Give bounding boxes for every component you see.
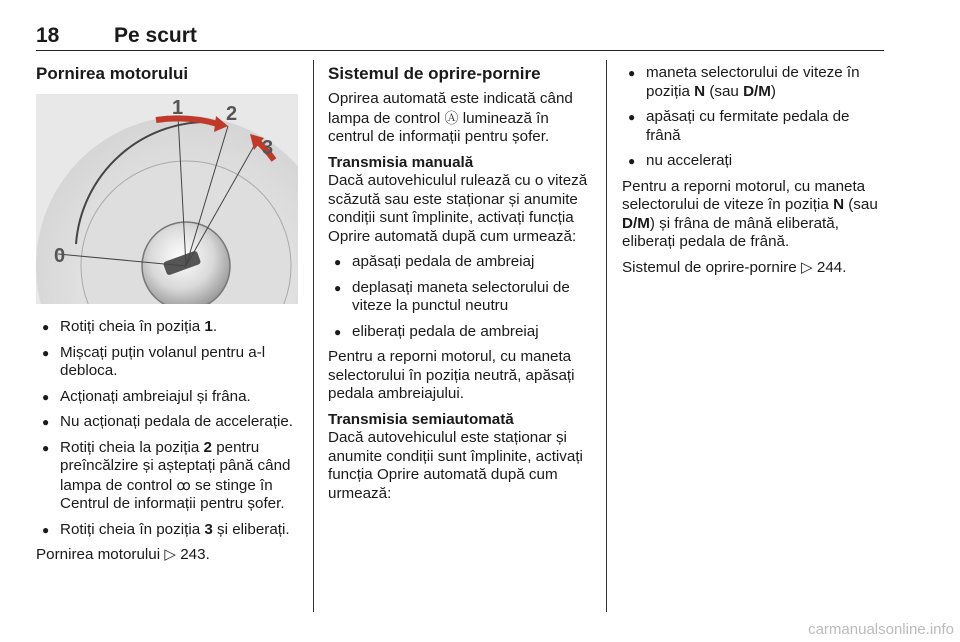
reference-engine-start[interactable]: Pornirea motorului ▷ 243. [36, 546, 210, 563]
bullet-icon: ● [42, 440, 50, 455]
figure-label-3: 3 [262, 137, 274, 159]
bullet-icon: ● [628, 110, 636, 124]
list-item: ● Rotiți cheia în poziția 1. [42, 318, 218, 335]
semi-restart-text: Pentru a reporni motorul, cu maneta selectorului de viteze în poziția N (sau D/M) și frâna de mână eliberată, eliberați pedala de frână. [622, 177, 878, 250]
bullet-icon: ● [42, 320, 50, 334]
bullet-icon: ● [628, 154, 636, 168]
semi-text: Dacă autovehiculul este staționar și anumite condiții sunt împlinite, activați funcția Oprire automată după cum urmează: [328, 429, 583, 502]
heading-manual-transmission: Transmisia manuală [328, 153, 474, 171]
bullet-icon: ● [334, 280, 342, 295]
column-1 [36, 60, 298, 572]
list-item: ● deplasați maneta selectorului de viteze la punctul neutru [334, 278, 570, 314]
list-item: ● Mișcați puțin volanul pentru a-l debloca. [42, 343, 266, 379]
engine-start-steps [36, 318, 298, 539]
manual-steps [328, 253, 590, 341]
heading-semiautomatic-transmission: Transmisia semiautomată [328, 410, 514, 428]
figure-label-0: 0 [54, 245, 66, 267]
bullet-icon: ● [42, 345, 50, 360]
list-item: ● apăsați pedala de ambreiaj [334, 253, 535, 270]
reference-stop-start[interactable]: Sistemul de oprire-pornire ▷ 244. [622, 258, 847, 276]
heading-engine-start: Pornirea motorului [36, 64, 189, 83]
list-item: ● Acționați ambreiajul și frâna. [42, 387, 251, 405]
list-item: ● Nu acționați pedala de accelerație. [42, 413, 294, 430]
column-3 [622, 60, 886, 284]
auto-stop-icon: Ⓐ [444, 109, 459, 126]
semi-steps [622, 64, 886, 171]
page-number: 18 [36, 24, 60, 47]
figure-label-1: 1 [172, 97, 184, 119]
manual-restart-text: Pentru a reporni motorul, cu maneta selectorului în poziția neutră, apăsați pedala ambreiajului. [328, 348, 575, 402]
page-header [36, 24, 884, 51]
list-item: ● nu accelerați [628, 152, 733, 169]
ref-arrow-icon: ▷ [800, 258, 813, 276]
column-divider [606, 60, 607, 612]
glow-plug-icon: ꝏ [176, 476, 191, 493]
section-title: Pe scurt [114, 24, 197, 47]
bullet-icon: ● [334, 255, 342, 269]
bullet-icon: ● [628, 66, 636, 80]
column-divider [313, 60, 314, 612]
list-item: ● eliberați pedala de ambreiaj [334, 322, 539, 340]
bullet-icon: ● [42, 389, 50, 404]
ref-arrow-icon: ▷ [164, 546, 176, 563]
list-item: ● apăsați cu fermitate pedala de frână [628, 108, 850, 144]
column-2 [328, 60, 590, 510]
heading-stop-start: Sistemul de oprire-pornire [328, 64, 541, 83]
ignition-key-figure [36, 94, 298, 304]
manual-text: Dacă autovehiculul rulează cu o viteză scăzută sau este staționar și anumite condiții sunt împlinite, activați funcția Oprire automată după cum urmează: [328, 172, 588, 245]
bullet-icon: ● [334, 324, 342, 339]
list-item: ● Rotiți cheia în poziția 3 și eliberați. [42, 520, 290, 538]
bullet-icon: ● [42, 415, 50, 429]
watermark: carmanualsonline.info [808, 621, 954, 638]
stop-start-intro: Oprirea automată este indicată când lampa de control Ⓐ luminează în centrul de informații pentru șofer. [328, 90, 573, 145]
list-item: ● maneta selectorului de viteze în poziția N (sau D/M) [628, 64, 860, 100]
figure-label-2: 2 [226, 103, 238, 125]
bullet-icon: ● [42, 522, 50, 537]
list-item: ● Rotiți cheia la poziția 2 pentru preîncălzire și așteptați până când lampa de control ꝏ se stinge în Centrul de informații pentru șofer. [42, 438, 291, 512]
